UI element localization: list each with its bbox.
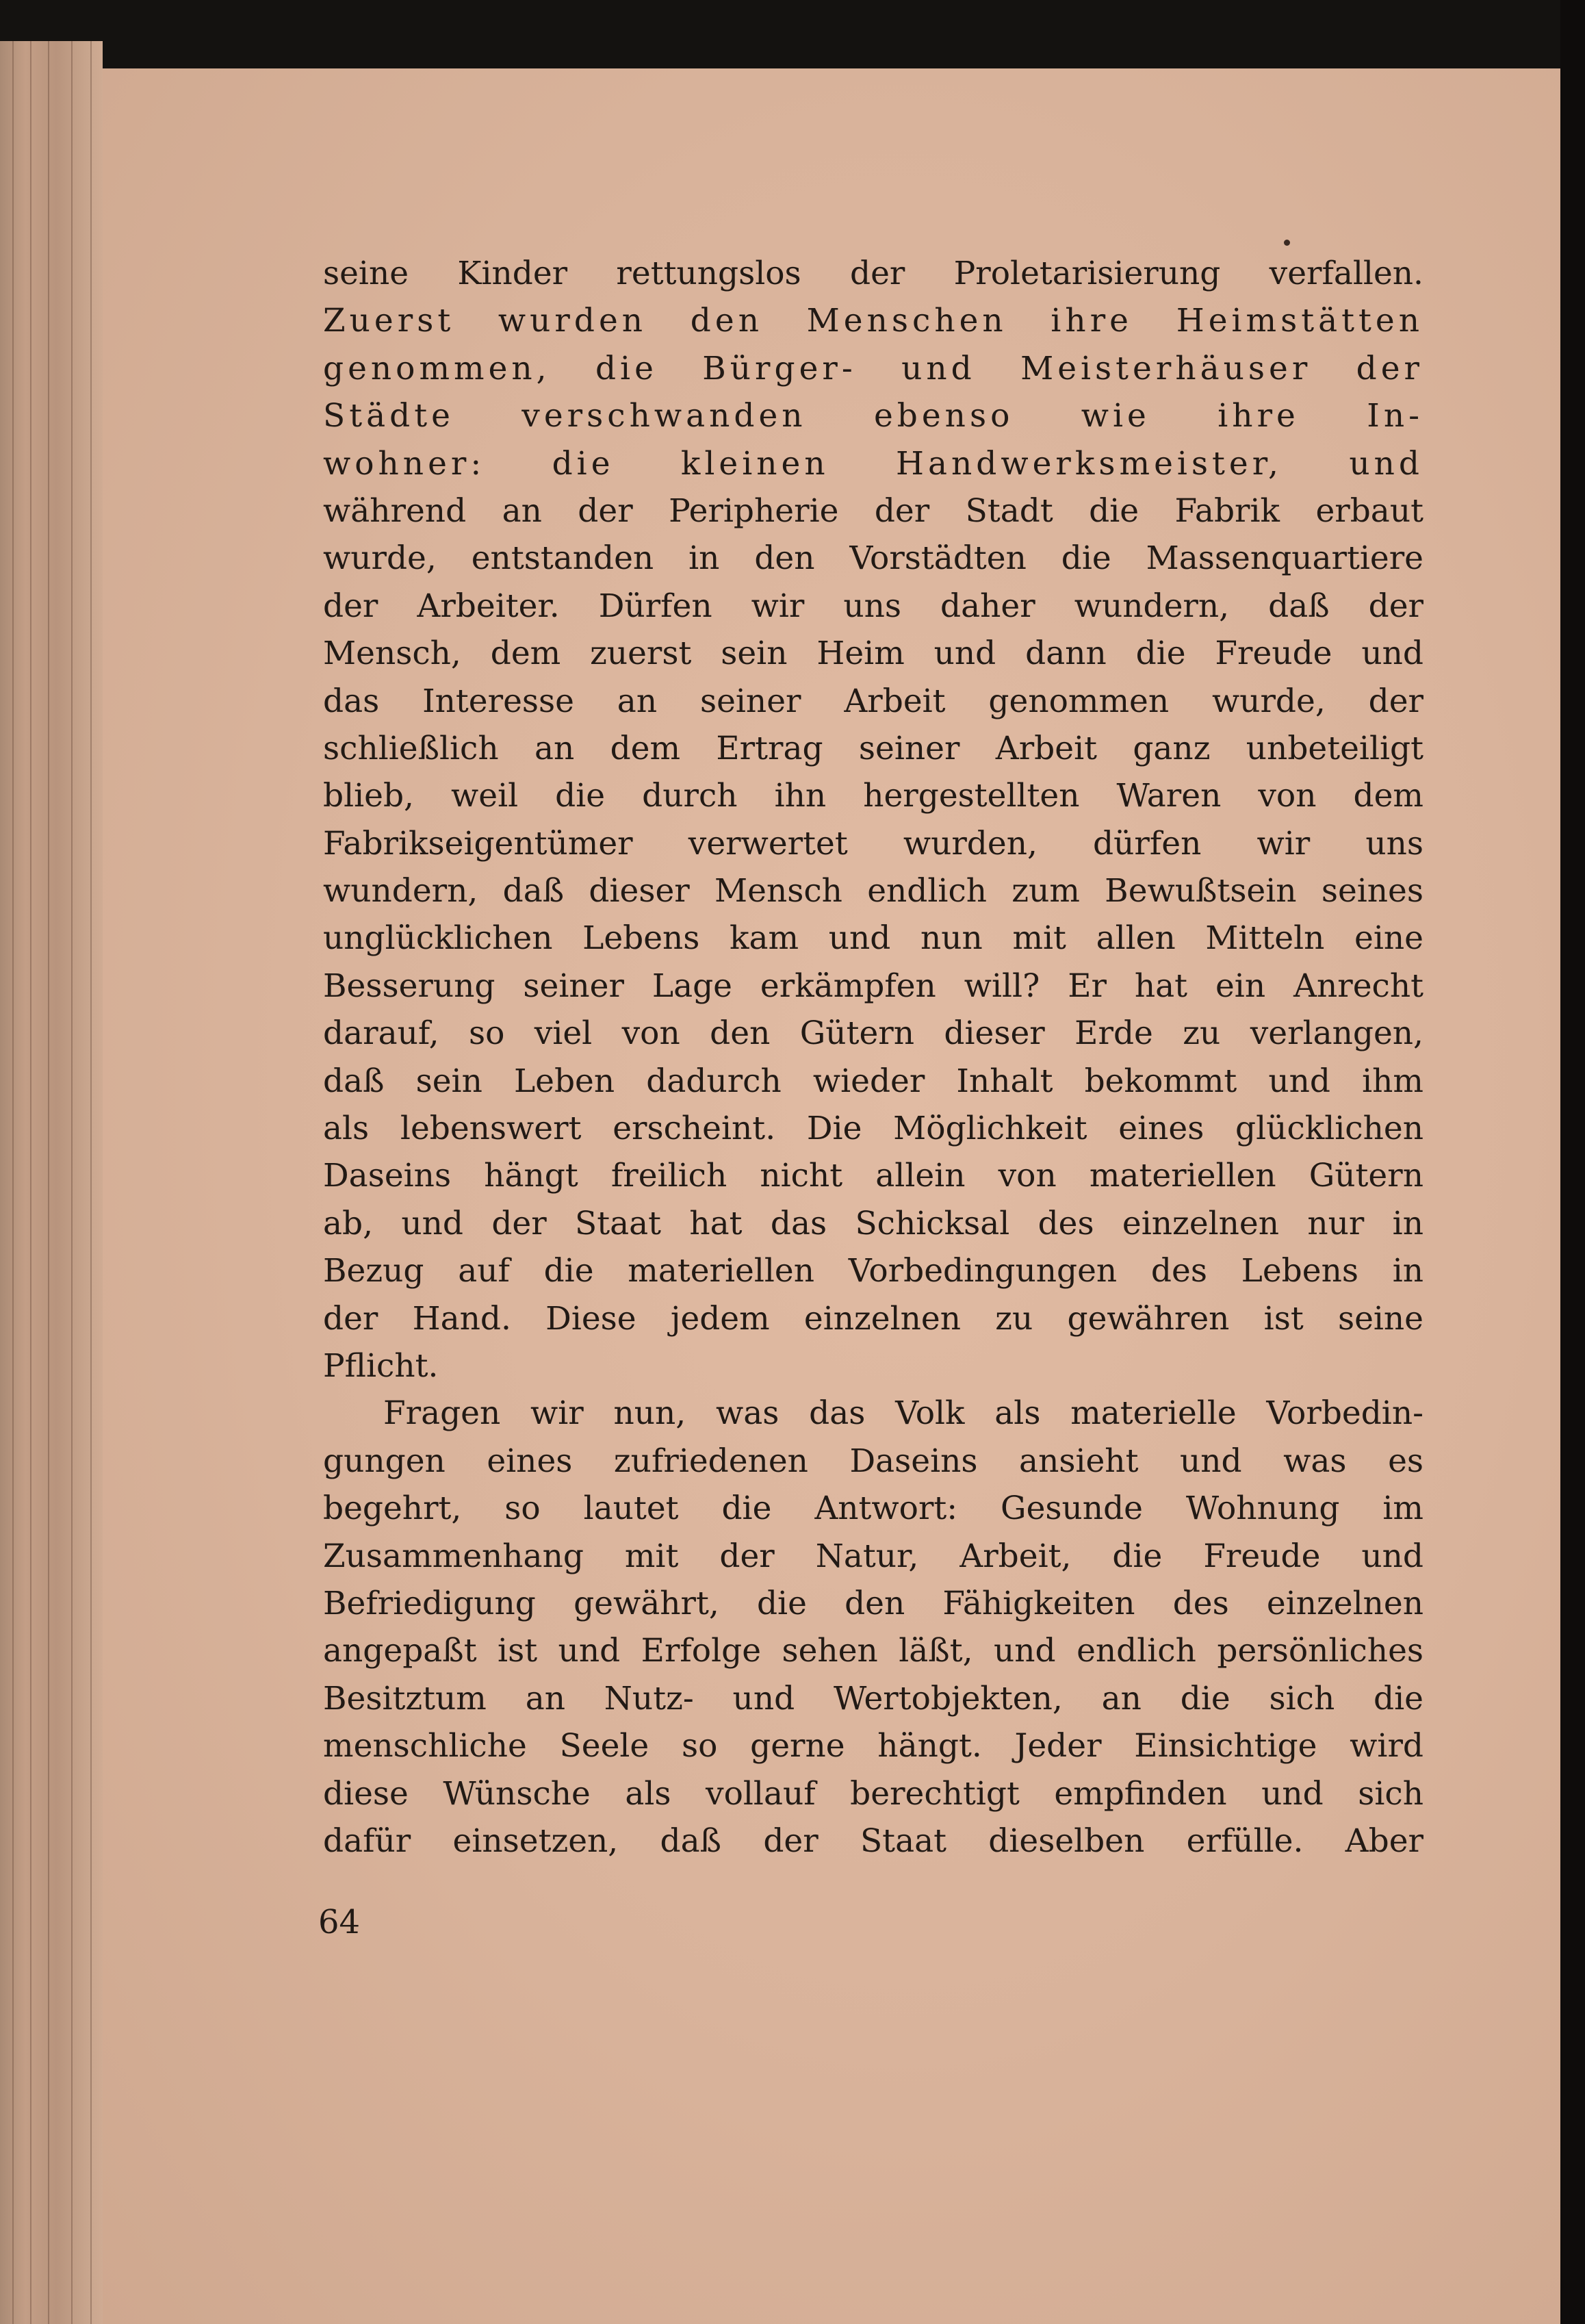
text-line: menschliche Seele so gerne hängt. Jeder Einsichtige wird xyxy=(323,1727,1423,1765)
text-line: Mensch, dem zuerst sein Heim und dann die Freude und xyxy=(323,635,1423,673)
text-line: wurde, entstanden in den Vorstädten die Massenquartiere xyxy=(323,539,1423,578)
text-line: Fabrikseigentümer verwertet wurden, dürfen wir uns xyxy=(323,824,1423,863)
scan-right-border xyxy=(1560,0,1585,2324)
text-line: Besitztum an Nutz- und Wertobjekten, an die sich die xyxy=(323,1679,1423,1718)
book-page-edges xyxy=(0,41,103,2324)
body-text xyxy=(323,250,1423,1865)
text-line: Fragen wir nun, was das Volk als materielle Vorbedin- xyxy=(383,1394,1423,1433)
text-line: Besserung seiner Lage erkämpfen will? Er hat ein Anrecht xyxy=(323,967,1423,1005)
text-line: darauf, so viel von den Gütern dieser Erde zu verlangen, xyxy=(323,1014,1423,1053)
text-line: angepaßt ist und Erfolge sehen läßt, und endlich persönliches xyxy=(323,1632,1423,1670)
text-line: als lebenswert erscheint. Die Möglichkeit eines glücklichen xyxy=(323,1110,1423,1148)
text-line: ab, und der Staat hat das Schicksal des einzelnen nur in xyxy=(323,1204,1423,1242)
text-line: der Arbeiter. Dürfen wir uns daher wundern, daß der xyxy=(323,587,1423,625)
ink-speck xyxy=(1284,240,1290,246)
text-line: Befriedigung gewährt, die den Fähigkeiten des einzelnen xyxy=(323,1584,1423,1622)
text-line: schließlich an dem Ertrag seiner Arbeit ganz unbeteiligt xyxy=(323,729,1423,767)
text-line: der Hand. Diese jedem einzelnen zu gewähren ist seine xyxy=(323,1299,1423,1338)
text-line: dafür einsetzen, daß der Staat dieselben erfülle. Aber xyxy=(323,1822,1423,1860)
text-line: unglücklichen Lebens kam und nun mit allen Mitteln eine xyxy=(323,919,1423,958)
text-line: daß sein Leben dadurch wieder Inhalt bekommt und ihm xyxy=(323,1062,1423,1100)
text-line: diese Wünsche als vollauf berechtigt empfinden und sich xyxy=(323,1774,1423,1813)
text-line: Zuerst wurden den Menschen ihre Heimstätten xyxy=(323,302,1423,340)
text-line: Bezug auf die materiellen Vorbedingungen des Lebens in xyxy=(323,1252,1423,1290)
text-line: Städte verschwanden ebenso wie ihre In- xyxy=(323,397,1423,435)
page-number: 64 xyxy=(318,1903,361,1941)
text-line: seine Kinder rettungslos der Proletarisierung verfallen. xyxy=(323,255,1423,292)
text-line: Daseins hängt freilich nicht allein von materiellen Gütern xyxy=(323,1157,1423,1195)
text-line: genommen, die Bürger- und Meisterhäuser der xyxy=(323,349,1423,387)
text-line: wohner: die kleinen Handwerksmeister, und xyxy=(323,444,1423,483)
text-line: Pflicht. xyxy=(323,1346,439,1385)
text-line: gungen eines zufriedenen Daseins ansieht und was es xyxy=(323,1442,1423,1480)
text-line: Zusammenhang mit der Natur, Arbeit, die Freude und xyxy=(323,1537,1423,1575)
text-line: das Interesse an seiner Arbeit genommen wurde, der xyxy=(323,682,1423,720)
text-line: begehrt, so lautet die Antwort: Gesunde Wohnung im xyxy=(323,1490,1423,1528)
text-line: blieb, weil die durch ihn hergestellten Waren von dem xyxy=(323,777,1423,815)
text-line: während an der Peripherie der Stadt die Fabrik erbaut xyxy=(323,491,1423,530)
text-line: wundern, daß dieser Mensch endlich zum Bewußtsein seines xyxy=(323,872,1423,910)
scan-top-border xyxy=(0,0,1585,75)
